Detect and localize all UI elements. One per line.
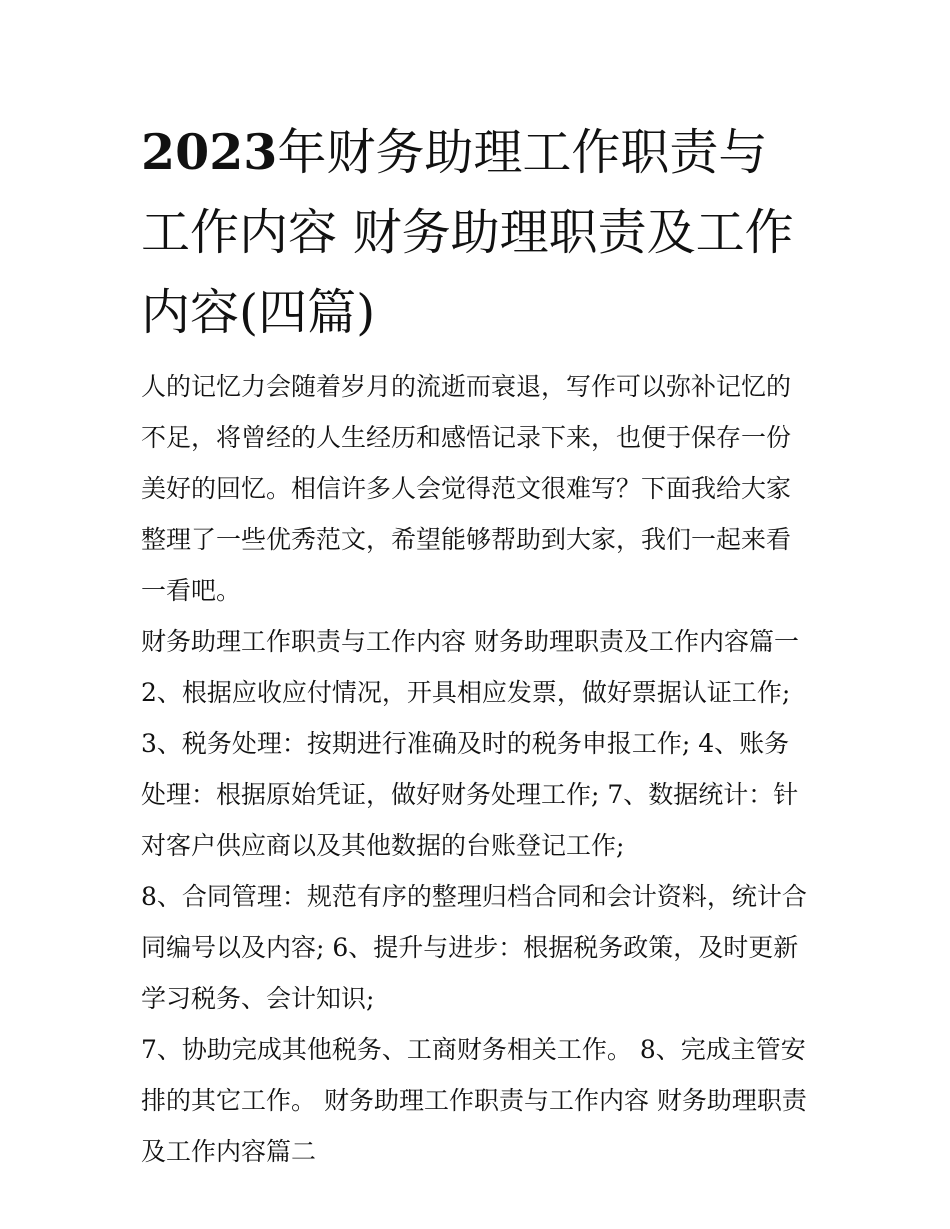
duty-item-tax-accounting-statistics: 3、税务处理：按期进行准确及时的税务申报工作; 4、账务处理：根据原始凭证，做好财务处理工作; 7、数据统计：针对客户供应商以及其他数据的台账登记工作; <box>141 729 799 860</box>
document-page <box>141 112 813 1177</box>
title-year: 2023 <box>141 123 278 181</box>
duty-item-invoice: 2、根据应收应付情况，开具相应发票，做好票据认证工作; <box>141 678 791 707</box>
document-body <box>141 361 813 1177</box>
duty-item-contract-learning: 8、合同管理：规范有序的整理归档合同和会计资料，统计合同编号以及内容; 6、提升与进步：根据税务政策，及时更新学习税务、会计知识; <box>141 882 807 1013</box>
intro-paragraph: 人的记忆力会随着岁月的流逝而衰退，写作可以弥补记忆的不足，将曾经的人生经历和感悟记录下来，也便于保存一份美好的回忆。相信许多人会觉得范文很难写？下面我给大家整理了一些优秀范文，希望能够帮助到大家，我们一起来看一看吧。 <box>141 372 792 605</box>
section-heading-part-one: 财务助理工作职责与工作内容 财务助理职责及工作内容篇一 <box>141 627 799 656</box>
title-text: 年财务助理工作职责与工作内容 财务助理职责及工作内容(四篇) <box>141 124 794 341</box>
duty-item-assist-other: 7、协助完成其他税务、工商财务相关工作。 8、完成主管安排的其它工作。 财务助理工作职责与工作内容 财务助理职责及工作内容篇二 <box>141 1035 807 1166</box>
document-title <box>141 112 813 353</box>
